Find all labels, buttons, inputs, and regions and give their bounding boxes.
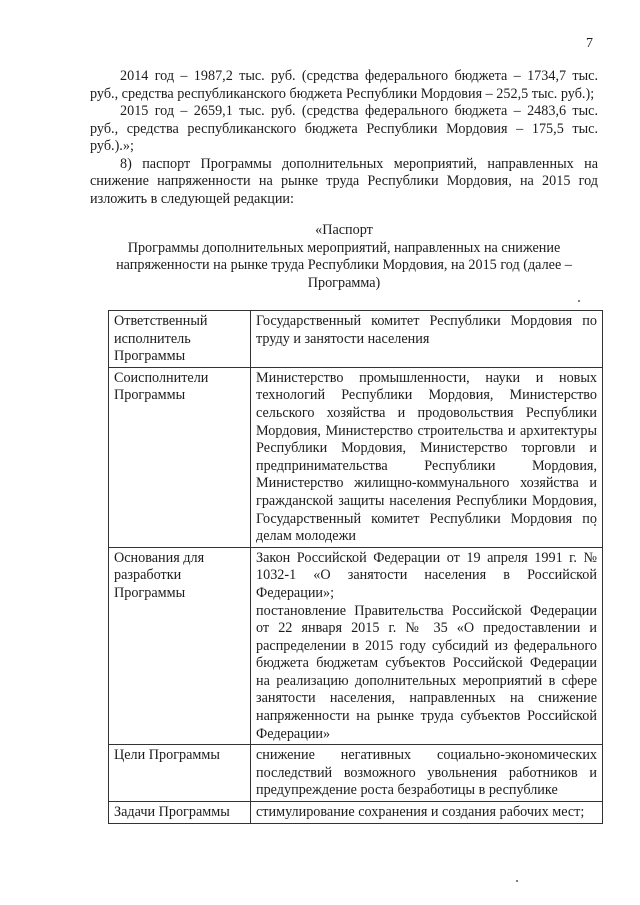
row-value bbox=[251, 547, 603, 745]
row-label: Задачи Программы bbox=[109, 802, 251, 824]
body-text bbox=[90, 68, 598, 208]
paragraph-2014: 2014 год – 1987,2 тыс. руб. (средства федерального бюджета – 1734,7 тыс. руб., средства республиканского бюджета Республики Мордовия – 252,5 тыс. руб.); bbox=[90, 68, 598, 102]
row-value: стимулирование сохранения и создания рабочих мест; bbox=[251, 802, 603, 824]
row-label: Основания для разработки Программы bbox=[109, 547, 251, 745]
table-row bbox=[109, 547, 603, 745]
paragraph-2015: 2015 год – 2659,1 тыс. руб. (средства федерального бюджета – 2483,6 тыс. руб., средства республиканского бюджета Республики Мордовия – 175,5 тыс. руб.).»; bbox=[90, 103, 598, 154]
page-number: 7 bbox=[586, 36, 593, 51]
passport-header bbox=[88, 222, 600, 292]
row-value-part: Закон Российской Федерации от 19 апреля 1991 г. № 1032-1 «О занятости населения в Российской Федерации»; bbox=[256, 549, 597, 601]
table-row bbox=[109, 367, 603, 547]
passport-heading: «Паспорт bbox=[315, 222, 373, 238]
row-label: Соисполнители Программы bbox=[109, 367, 251, 547]
table-row bbox=[109, 311, 603, 368]
row-label: Ответственный исполнитель Программы bbox=[109, 311, 251, 368]
row-value: снижение негативных социально-экономических последствий возможного увольнения работников и предупреждение роста безработицы в республике bbox=[251, 745, 603, 802]
passport-table bbox=[108, 310, 603, 824]
row-value-part: постановление Правительства Российской Федерации от 22 января 2015 г. № 35 «О предоставлении и распределении в 2015 году субсидий из федерального бюджета бюджетам субъектов Российской Федерации на реализацию дополнительных мероприятий в сфере занятости населения, направленных на снижение напряженности на рынке труда субъектов Российской Федерации» bbox=[256, 602, 597, 742]
table-row bbox=[109, 802, 603, 824]
paragraph-item-8: 8) паспорт Программы дополнительных мероприятий, направленных на снижение напряженности на рынке труда Республики Мордовия, на 2015 год изложить в следующей редакции: bbox=[90, 155, 598, 207]
scan-speck bbox=[516, 880, 518, 882]
row-label: Цели Программы bbox=[109, 745, 251, 802]
row-value: Государственный комитет Республики Мордовия по труду и занятости населения bbox=[251, 311, 603, 368]
passport-title: Программы дополнительных мероприятий, направленных на снижение напряженности на рынке труда Республики Мордовия, на 2015 год (далее – Программа) bbox=[116, 239, 572, 291]
row-value: Министерство промышленности, науки и новых технологий Республики Мордовия, Министерство сельского хозяйства и продовольствия Республики Мордовия, Министерство строительства и архитектуры Республики Мордовия, Министерство торговли и предпринимательства Республики Мордовия, Министерство жилищно-коммунального хозяйства и гражданской защиты населения Республики Мордовия, Государственный комитет Республики Мордовия по делам молодежи bbox=[251, 367, 603, 547]
scan-speck bbox=[578, 300, 580, 302]
table-row bbox=[109, 745, 603, 802]
